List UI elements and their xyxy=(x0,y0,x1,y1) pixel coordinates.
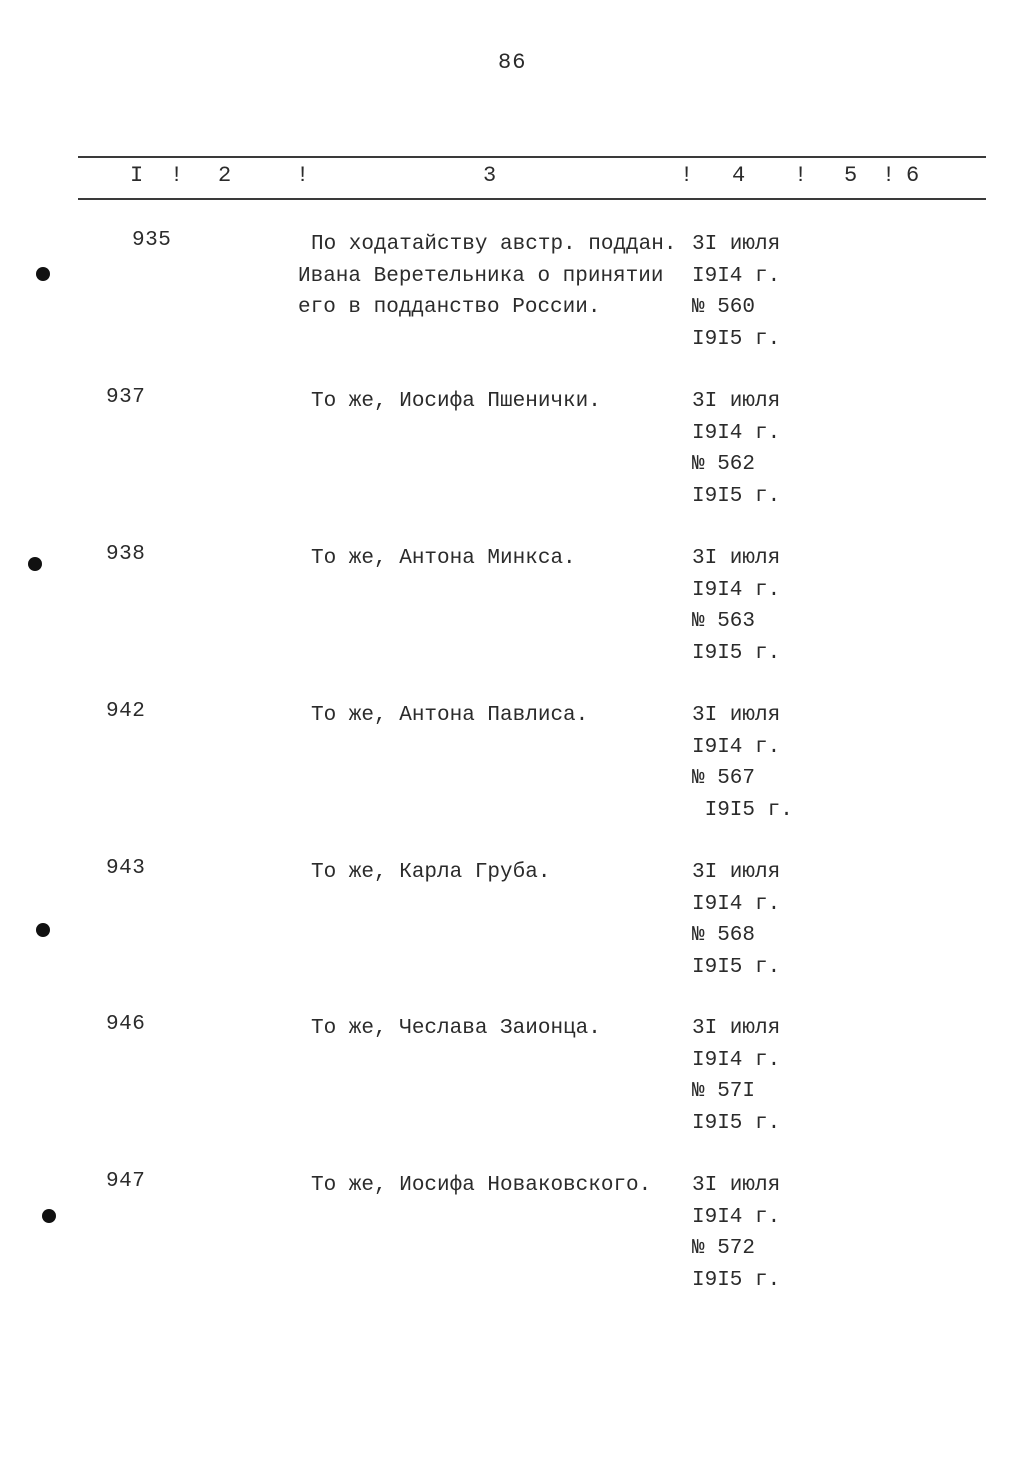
title-line: По ходатайству австр. поддан. xyxy=(311,233,677,256)
punch-hole-mark xyxy=(42,1209,56,1223)
file-dates xyxy=(692,543,780,669)
page-number: 86 xyxy=(498,50,527,75)
header-col-4: 4 xyxy=(732,163,746,188)
punch-hole-mark xyxy=(36,923,50,937)
file-dates xyxy=(692,1170,780,1296)
file-number: 947 xyxy=(106,1170,146,1193)
header-col-2: 2 xyxy=(218,163,232,188)
date-line: I9I4 г. xyxy=(692,1205,781,1229)
date-line: № 562 xyxy=(692,453,756,476)
title-line: его в подданство России. xyxy=(298,296,601,319)
header-separator: ! xyxy=(296,163,310,188)
date-line: I9I4 г. xyxy=(692,1048,781,1072)
table-row xyxy=(0,700,1024,850)
punch-hole-mark xyxy=(36,267,50,281)
date-line: 3I июля xyxy=(692,233,781,256)
date-line: 3I июля xyxy=(692,861,781,884)
date-line: I9I4 г. xyxy=(692,735,781,759)
date-line: I9I4 г. xyxy=(692,892,781,916)
date-line: I9I4 г. xyxy=(692,578,781,602)
title-line: То же, Антона Павлиса. xyxy=(311,704,589,727)
date-line: № 57I xyxy=(692,1080,756,1103)
file-title xyxy=(298,857,688,889)
table-row xyxy=(0,1013,1024,1163)
file-number: 946 xyxy=(106,1013,146,1036)
file-title xyxy=(298,1013,688,1045)
file-dates xyxy=(692,386,780,512)
file-number: 938 xyxy=(106,543,146,566)
file-dates xyxy=(692,700,793,826)
file-title xyxy=(298,229,688,324)
date-line: 3I июля xyxy=(692,704,781,727)
file-dates xyxy=(692,857,780,983)
date-line: № 567 xyxy=(692,767,756,790)
title-line: Ивана Веретельника о принятии xyxy=(298,264,664,288)
date-line: I9I5 г. xyxy=(692,327,781,351)
title-line: То же, Карла Груба. xyxy=(311,861,551,884)
header-separator: ! xyxy=(170,163,184,188)
date-line: 3I июля xyxy=(692,1174,781,1197)
header-col-3: 3 xyxy=(483,163,497,188)
file-title xyxy=(298,700,688,732)
date-line: I9I5 г. xyxy=(692,641,781,665)
table-row xyxy=(0,229,1024,379)
file-number: 943 xyxy=(106,857,146,880)
file-title xyxy=(298,543,688,575)
date-line: 3I июля xyxy=(692,390,781,413)
date-line: I9I5 г. xyxy=(692,1268,781,1292)
header-separator: ! xyxy=(680,163,694,188)
header-separator: ! xyxy=(794,163,808,188)
file-title xyxy=(298,386,688,418)
header-col-5: 5 xyxy=(844,163,858,188)
date-line: I9I5 г. xyxy=(692,484,781,508)
header-top-rule xyxy=(78,156,986,158)
file-title xyxy=(298,1170,688,1202)
header-separator: ! xyxy=(882,163,896,188)
table-row xyxy=(0,1170,1024,1320)
file-dates xyxy=(692,1013,780,1139)
date-line: № 572 xyxy=(692,1237,756,1260)
file-dates xyxy=(692,229,780,355)
title-line: То же, Иосифа Пшенички. xyxy=(311,390,601,413)
date-line: № 563 xyxy=(692,610,756,633)
date-line: I9I5 г. xyxy=(692,798,793,822)
date-line: № 568 xyxy=(692,924,756,947)
table-row xyxy=(0,386,1024,536)
file-number: 935 xyxy=(132,229,172,252)
file-number: 937 xyxy=(106,386,146,409)
title-line: То же, Антона Минкса. xyxy=(311,547,576,570)
date-line: 3I июля xyxy=(692,547,781,570)
header-col-1: I xyxy=(130,163,144,188)
header-col-6: 6 xyxy=(906,163,920,188)
date-line: I9I4 г. xyxy=(692,264,781,288)
date-line: I9I5 г. xyxy=(692,955,781,979)
date-line: I9I5 г. xyxy=(692,1111,781,1135)
file-number: 942 xyxy=(106,700,146,723)
title-line: То же, Чеслава Заионца. xyxy=(311,1017,601,1040)
table-row xyxy=(0,543,1024,693)
punch-hole-mark xyxy=(28,557,42,571)
title-line: То же, Иосифа Новаковского. xyxy=(311,1174,652,1197)
date-line: № 560 xyxy=(692,296,756,319)
header-bottom-rule xyxy=(78,198,986,200)
date-line: 3I июля xyxy=(692,1017,781,1040)
table-row xyxy=(0,857,1024,1007)
date-line: I9I4 г. xyxy=(692,421,781,445)
